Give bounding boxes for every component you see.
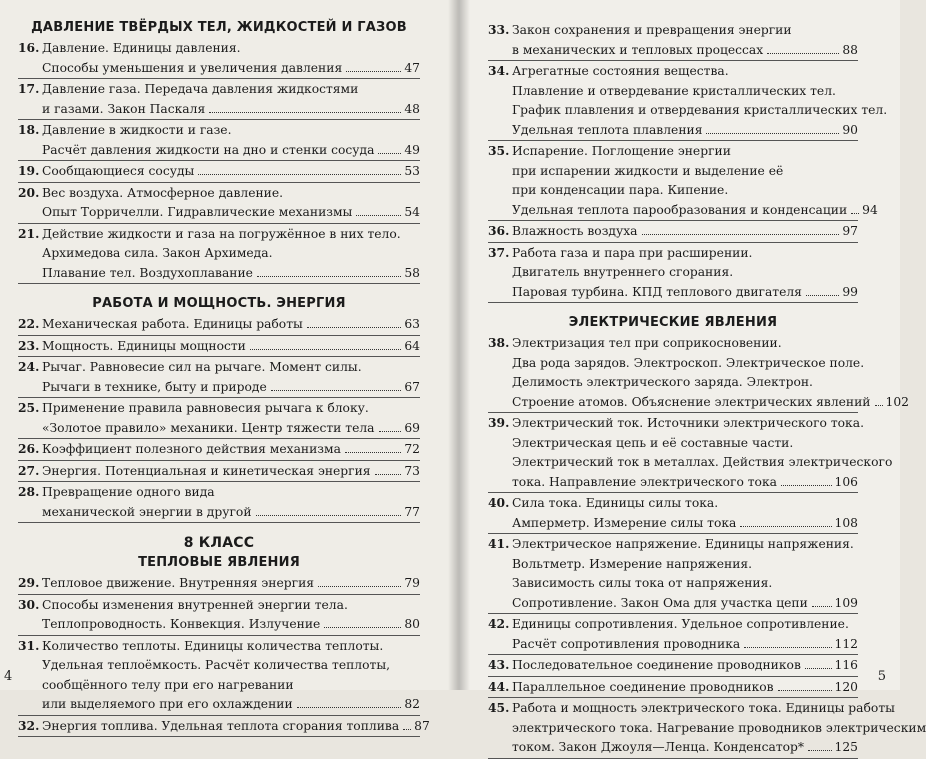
toc-entry xyxy=(18,120,420,161)
toc-line xyxy=(18,656,420,676)
dot-leader xyxy=(767,53,839,54)
toc-line xyxy=(488,82,858,102)
entry-title: Удельная теплоёмкость. Расчёт количества теплоты, xyxy=(42,658,391,672)
entry-number: 38. xyxy=(488,335,510,350)
toc-line xyxy=(488,373,858,393)
page-ref: 90 xyxy=(842,122,858,137)
entry-title: в механических и тепловых процессах xyxy=(512,42,764,57)
toc-entry xyxy=(488,333,909,413)
entry-number: 18. xyxy=(18,122,40,137)
toc-entry xyxy=(18,398,420,439)
page-ref: 120 xyxy=(834,679,858,694)
toc-line xyxy=(18,461,420,483)
entry-title: сообщённого телу при его нагревании xyxy=(42,677,294,692)
entry-title: Последовательное соединение проводников xyxy=(512,658,801,672)
entry-title: Двигатель внутреннего сгорания. xyxy=(512,265,734,279)
section-heading: ЭЛЕКТРИЧЕСКИЕ ЯВЛЕНИЯ xyxy=(568,315,778,330)
toc-line xyxy=(18,716,430,738)
table-of-contents-right xyxy=(488,20,926,759)
entry-number: 27. xyxy=(18,462,40,478)
page-ref: 88 xyxy=(842,42,858,57)
toc-line xyxy=(488,283,858,304)
table-of-contents-left xyxy=(18,18,430,737)
dot-leader xyxy=(256,515,402,516)
toc-entry xyxy=(18,439,420,461)
toc-entry xyxy=(488,534,858,614)
toc-entry xyxy=(488,221,858,243)
toc-line xyxy=(18,100,420,121)
dot-leader xyxy=(806,295,839,296)
toc-entry xyxy=(18,573,420,595)
entry-title: Количество теплоты. Единицы количества теплоты. xyxy=(42,638,384,653)
toc-line xyxy=(18,79,420,100)
toc-line xyxy=(488,698,895,719)
section-heading: ТЕПЛОВЫЕ ЯВЛЕНИЯ xyxy=(138,555,300,570)
entry-title: Сообщающиеся сосуды xyxy=(42,164,195,178)
section-heading: РАБОТА И МОЩНОСТЬ. ЭНЕРГИЯ xyxy=(92,296,346,311)
entry-title: Коэффициент полезного действия механизма xyxy=(42,442,341,456)
entry-number: 41. xyxy=(488,536,510,551)
dot-leader xyxy=(257,276,401,277)
book-spine-shadow xyxy=(448,0,470,690)
page-ref: 53 xyxy=(404,164,420,178)
dot-leader xyxy=(706,133,839,134)
dot-leader xyxy=(297,707,402,708)
entry-title: при испарении жидкости и выделение её xyxy=(512,163,784,178)
page-ref: 102 xyxy=(885,394,909,409)
toc-entry xyxy=(18,161,420,183)
entry-title: Электризация тел при соприкосновении. xyxy=(512,336,782,350)
entry-title: Работа и мощность электрического тока. Единицы работы xyxy=(512,701,895,715)
entry-number: 31. xyxy=(18,637,40,653)
page-ref: 47 xyxy=(404,60,420,75)
toc-entry xyxy=(18,38,420,79)
page-ref: 54 xyxy=(404,205,420,219)
page-ref: 80 xyxy=(404,617,420,631)
entry-title: электрического тока. Нагревание проводников электрическим xyxy=(512,720,926,735)
entry-number: 19. xyxy=(18,163,40,178)
entry-title: Плавление и отвердевание кристаллических тел. xyxy=(512,83,836,98)
toc-line xyxy=(18,314,420,336)
dot-leader xyxy=(812,606,832,607)
toc-entry xyxy=(18,336,420,358)
entry-number: 29. xyxy=(18,575,40,590)
toc-line xyxy=(18,264,420,285)
toc-entry xyxy=(18,636,420,716)
page-ref: 64 xyxy=(404,338,420,353)
page-ref: 94 xyxy=(862,202,878,217)
toc-line xyxy=(488,514,858,535)
entry-title: Удельная теплота парообразования и конденсации xyxy=(512,202,848,217)
entry-number: 25. xyxy=(18,400,40,415)
toc-entry xyxy=(18,183,420,224)
entry-title: Способы уменьшения и увеличения давления xyxy=(42,60,343,75)
toc-line xyxy=(488,333,858,354)
page-ref: 49 xyxy=(404,142,420,157)
page-ref: 69 xyxy=(404,420,420,435)
toc-line xyxy=(488,555,858,575)
toc-line xyxy=(18,38,420,59)
entry-title: механической энергии в другой xyxy=(42,504,252,519)
dot-leader xyxy=(778,690,832,691)
page-ref: 108 xyxy=(834,515,858,530)
dot-leader xyxy=(271,390,402,391)
toc-line xyxy=(488,221,858,243)
right-page xyxy=(458,0,926,754)
entry-title: Электрический ток. Источники электрического тока. xyxy=(512,416,864,430)
page-ref: 58 xyxy=(404,265,420,280)
toc-line xyxy=(18,183,420,204)
page-ref: 109 xyxy=(834,595,858,610)
entry-title: Удельная теплота плавления xyxy=(512,122,703,137)
toc-entry xyxy=(488,20,858,61)
entry-title: Плавание тел. Воздухоплавание xyxy=(42,265,253,280)
toc-line xyxy=(488,534,858,555)
toc-line xyxy=(488,263,858,283)
entry-title: Действие жидкости и газа на погружённое в них тело. xyxy=(42,226,401,241)
toc-line xyxy=(18,203,420,224)
entry-number: 30. xyxy=(18,596,40,612)
entry-number: 21. xyxy=(18,225,40,241)
toc-line xyxy=(18,419,420,440)
toc-line xyxy=(18,695,420,716)
toc-line xyxy=(18,59,420,80)
dot-leader xyxy=(378,153,401,154)
entry-title: Испарение. Поглощение энергии xyxy=(512,144,731,158)
page-ref: 116 xyxy=(834,658,858,672)
toc-line xyxy=(488,413,864,434)
toc-entry xyxy=(488,677,858,699)
entry-title: Два рода зарядов. Электроскоп. Электрическое поле. xyxy=(512,355,865,370)
entry-title: Давление. Единицы давления. xyxy=(42,41,241,55)
toc-entry xyxy=(488,141,878,221)
dot-leader xyxy=(318,586,401,587)
toc-entry xyxy=(18,314,420,336)
page-ref: 99 xyxy=(842,284,858,299)
toc-line xyxy=(18,482,420,503)
entry-number: 20. xyxy=(18,184,40,200)
page-ref: 63 xyxy=(404,317,420,331)
toc-entry xyxy=(18,461,420,483)
page-ref: 125 xyxy=(834,740,858,754)
entry-title: Давление в жидкости и газе. xyxy=(42,123,232,137)
dot-leader xyxy=(851,213,859,214)
entry-number: 23. xyxy=(18,337,40,353)
entry-title: током. Закон Джоуля—Ленца. Конденсатор* xyxy=(512,740,805,754)
toc-line xyxy=(18,336,420,358)
toc-line xyxy=(488,738,858,759)
toc-line xyxy=(488,473,858,494)
dot-leader xyxy=(375,474,402,475)
toc-line xyxy=(488,594,858,615)
entry-number: 26. xyxy=(18,441,40,456)
section-heading: ДАВЛЕНИЕ ТВЁРДЫХ ТЕЛ, ЖИДКОСТЕЙ И ГАЗОВ xyxy=(31,20,407,35)
entry-title: Расчёт давления жидкости на дно и стенки сосуда xyxy=(42,142,375,157)
entry-number: 40. xyxy=(488,495,510,510)
toc-line xyxy=(18,398,420,419)
page-ref: 112 xyxy=(834,636,858,651)
dot-leader xyxy=(345,452,401,453)
toc-line xyxy=(18,636,420,657)
toc-line xyxy=(18,573,420,595)
toc-line xyxy=(18,120,420,141)
toc-line xyxy=(488,41,858,62)
dot-leader xyxy=(250,349,401,350)
toc-line xyxy=(488,655,858,677)
entry-title: Единицы сопротивления. Удельное сопротивление. xyxy=(512,617,849,631)
toc-line xyxy=(18,161,420,183)
toc-line xyxy=(18,224,420,245)
dot-leader xyxy=(198,174,401,175)
entry-number: 35. xyxy=(488,143,510,158)
entry-title: тока. Направление электрического тока xyxy=(512,474,777,489)
dot-leader xyxy=(356,215,401,216)
toc-entry xyxy=(488,243,858,304)
grade-heading: 8 КЛАСС xyxy=(183,535,255,551)
section-gap xyxy=(488,303,858,313)
entry-title: Мощность. Единицы мощности xyxy=(42,338,246,353)
entry-title: или выделяемого при его охлаждении xyxy=(42,697,293,711)
toc-entry xyxy=(18,79,420,120)
entry-title: Архимедова сила. Закон Архимеда. xyxy=(42,246,273,260)
toc-line xyxy=(488,393,909,414)
left-page xyxy=(0,0,458,733)
toc-line xyxy=(488,201,878,222)
dot-leader xyxy=(307,327,402,328)
toc-line xyxy=(488,243,858,264)
entry-number: 24. xyxy=(18,359,40,374)
toc-line xyxy=(488,453,893,473)
entry-number: 44. xyxy=(488,678,510,694)
entry-title: Энергия. Потенциальная и кинетическая энергия xyxy=(42,463,371,478)
entry-number: 32. xyxy=(18,717,40,733)
toc-entry xyxy=(18,482,420,523)
page-ref: 67 xyxy=(404,379,420,394)
page-number-right: 5 xyxy=(877,669,886,684)
entry-title: Электрический ток в металлах. Действия электрического xyxy=(512,455,893,469)
toc-entry xyxy=(488,61,888,141)
entry-title: Рычаги в технике, быту и природе xyxy=(42,379,267,394)
toc-line xyxy=(488,493,858,514)
entry-title: и газами. Закон Паскаля xyxy=(42,101,206,116)
toc-line xyxy=(488,181,858,201)
toc-line xyxy=(488,614,858,635)
entry-title: Опыт Торричелли. Гидравлические механизмы xyxy=(42,205,353,219)
entry-number: 28. xyxy=(18,484,40,499)
toc-line xyxy=(18,676,420,696)
entry-number: 36. xyxy=(488,223,510,238)
entry-title: Строение атомов. Объяснение электрических явлений xyxy=(512,394,871,409)
page-ref: 106 xyxy=(834,474,858,489)
toc-entry xyxy=(488,655,858,677)
dot-leader xyxy=(744,647,831,648)
entry-title: Применение правила равновесия рычага к блоку. xyxy=(42,401,369,415)
entry-title: Вес воздуха. Атмосферное давление. xyxy=(42,185,284,200)
entry-number: 33. xyxy=(488,22,510,37)
toc-line xyxy=(488,434,858,454)
entry-title: Паровая турбина. КПД теплового двигателя xyxy=(512,284,802,299)
dot-leader xyxy=(324,627,401,628)
entry-title: Сопротивление. Закон Ома для участка цепи xyxy=(512,595,808,610)
toc-line xyxy=(488,635,858,656)
entry-number: 16. xyxy=(18,40,40,55)
toc-line xyxy=(18,378,420,399)
entry-title: Закон сохранения и превращения энергии xyxy=(512,23,792,37)
toc-line xyxy=(488,677,858,699)
toc-entry xyxy=(18,224,420,285)
dot-leader xyxy=(403,729,411,730)
entry-title: Теплопроводность. Конвекция. Излучение xyxy=(42,617,321,631)
entry-title: Превращение одного вида xyxy=(42,485,215,499)
toc-line xyxy=(488,101,888,121)
toc-entry xyxy=(18,595,420,636)
toc-entry xyxy=(488,493,858,534)
entry-number: 42. xyxy=(488,616,510,631)
section-gap xyxy=(18,284,420,294)
section-gap xyxy=(18,523,420,533)
entry-title: Сила тока. Единицы силы тока. xyxy=(512,496,719,510)
toc-line xyxy=(488,20,858,41)
toc-line xyxy=(488,574,858,594)
entry-number: 43. xyxy=(488,657,510,672)
toc-entry xyxy=(488,698,926,759)
entry-title: Агрегатные состояния вещества. xyxy=(512,64,729,78)
toc-line xyxy=(488,162,858,182)
page-ref: 73 xyxy=(404,463,420,478)
toc-line xyxy=(488,61,858,82)
page-ref: 48 xyxy=(404,101,420,116)
entry-title: Амперметр. Измерение силы тока xyxy=(512,515,737,530)
toc-line xyxy=(18,357,420,378)
entry-number: 37. xyxy=(488,244,510,260)
toc-line xyxy=(488,141,858,162)
toc-entry xyxy=(488,614,858,655)
dot-leader xyxy=(346,71,401,72)
entry-number: 17. xyxy=(18,81,40,96)
entry-number: 39. xyxy=(488,415,510,430)
dot-leader xyxy=(379,431,402,432)
toc-line xyxy=(18,595,420,616)
page-number-left: 4 xyxy=(4,669,13,684)
toc-line xyxy=(18,244,420,264)
entry-title: Способы изменения внутренней энергии тела. xyxy=(42,597,348,612)
dot-leader xyxy=(808,750,831,751)
toc-line xyxy=(18,439,420,461)
dot-leader xyxy=(781,485,832,486)
entry-title: Работа газа и пара при расширении. xyxy=(512,245,753,260)
toc-entry xyxy=(18,716,430,738)
dot-leader xyxy=(875,405,883,406)
entry-number: 22. xyxy=(18,316,40,331)
toc-entry xyxy=(18,357,420,398)
toc-line xyxy=(18,141,420,162)
toc-line xyxy=(488,719,926,739)
entry-title: Электрическая цепь и её составные части. xyxy=(512,435,794,450)
toc-line xyxy=(488,121,858,142)
entry-title: при конденсации пара. Кипение. xyxy=(512,183,729,197)
toc-entry xyxy=(488,413,893,493)
dot-leader xyxy=(642,234,840,235)
entry-title: Рычаг. Равновесие сил на рычаге. Момент силы. xyxy=(42,360,362,374)
entry-title: Параллельное соединение проводников xyxy=(512,679,774,694)
entry-title: Зависимость силы тока от напряжения. xyxy=(512,576,773,590)
entry-title: График плавления и отвердевания кристаллических тел. xyxy=(512,103,888,117)
page-ref: 82 xyxy=(404,697,420,711)
entry-title: Энергия топлива. Удельная теплота сгорания топлива xyxy=(42,718,400,733)
page-ref: 77 xyxy=(404,504,420,519)
dot-leader xyxy=(209,112,401,113)
entry-title: Тепловое движение. Внутренняя энергия xyxy=(42,576,315,590)
entry-title: Делимость электрического заряда. Электрон. xyxy=(512,375,813,389)
page-ref: 97 xyxy=(842,224,858,238)
entry-title: Влажность воздуха xyxy=(512,224,638,238)
dot-leader xyxy=(740,526,831,527)
entry-number: 34. xyxy=(488,63,510,78)
entry-title: Расчёт сопротивления проводника xyxy=(512,636,741,651)
page-ref: 79 xyxy=(404,576,420,590)
page-ref: 87 xyxy=(414,718,430,733)
entry-number: 45. xyxy=(488,700,510,715)
dot-leader xyxy=(805,668,832,669)
entry-title: Электрическое напряжение. Единицы напряжения. xyxy=(512,537,854,551)
toc-line xyxy=(18,615,420,636)
entry-title: Механическая работа. Единицы работы xyxy=(42,317,303,331)
toc-line xyxy=(488,354,865,374)
entry-title: «Золотое правило» механики. Центр тяжести тела xyxy=(42,420,375,435)
page-ref: 72 xyxy=(404,442,420,456)
toc-line xyxy=(18,503,420,524)
entry-title: Вольтметр. Измерение напряжения. xyxy=(512,556,753,571)
entry-title: Давление газа. Передача давления жидкостями xyxy=(42,82,359,96)
